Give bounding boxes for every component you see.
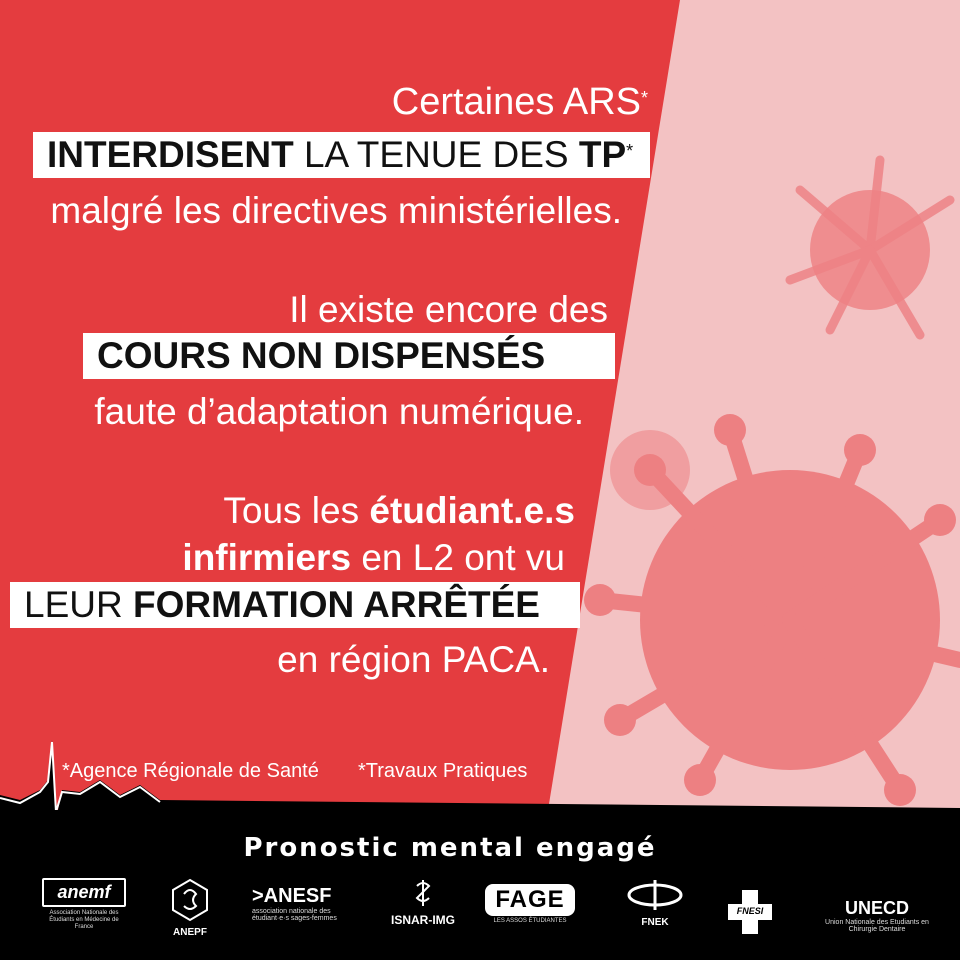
footnote-ars: *Agence Régionale de Santé <box>62 760 319 782</box>
b1-bold-interdisent: INTERDISENT <box>47 134 294 175</box>
logo-fnek-name: FNEK <box>641 917 669 928</box>
b3-line1-text: Tous les <box>223 490 370 531</box>
logo-fnesi <box>726 888 774 941</box>
logo-unecd-name: UNECD <box>844 898 909 918</box>
logo-fage <box>485 884 575 925</box>
logo-fage-name: FAGE <box>495 886 565 913</box>
b2-line3: faute d’adaptation numérique. <box>94 391 584 432</box>
b2-highlight: COURS NON DISPENSÉS <box>83 333 615 379</box>
logo-anesf <box>252 885 362 922</box>
logo-fnek <box>620 878 690 928</box>
footnote-tp: *Travaux Pratiques <box>358 760 528 782</box>
logo-isnar-name: ISNAR-IMG <box>391 913 455 927</box>
b1-line3: malgré les directives ministérielles. <box>50 190 622 231</box>
anepf-icon <box>170 878 210 922</box>
slogan: Pronostic mental engagé <box>243 833 657 863</box>
logo-unecd <box>818 898 936 933</box>
virus-illustration <box>584 160 960 806</box>
logo-fnesi-name: FNESI <box>736 906 764 916</box>
logo-anemf-name: anemf <box>57 882 111 902</box>
logo-anepf-name: ANEPF <box>173 927 207 938</box>
b1-line1 <box>392 80 648 124</box>
logo-fage-sub: LES ASSOS ÉTUDIANTES <box>493 918 567 924</box>
b3-line4: en région PACA. <box>277 639 550 680</box>
b1-line1-text: Certaines ARS <box>391 81 641 123</box>
b3-line1 <box>223 489 575 533</box>
b1-bold-tp: TP <box>578 134 627 175</box>
b1-tp-asterisk: * <box>626 141 634 161</box>
logo-anemf-sub: Association Nationale des Étudiants en Médecine de France <box>49 910 119 930</box>
fnek-icon <box>627 878 683 912</box>
b1-rest: LA TENUE DES <box>293 134 579 175</box>
isnar-icon <box>408 878 438 908</box>
b3-line2-text: en L2 ont vu <box>351 537 565 578</box>
logo-anemf <box>42 878 126 931</box>
b1-asterisk: * <box>640 88 648 108</box>
b3-bold-infirmiers: infirmiers <box>182 537 352 578</box>
logo-unecd-sub: Union Nationale des Etudiants en Chirurgie Dentaire <box>825 919 929 933</box>
b3-bold-formation: FORMATION ARRÊTÉE <box>132 584 540 625</box>
b3-bold-etudiants: étudiant.e.s <box>369 490 575 531</box>
b1-highlight <box>33 132 650 178</box>
b2-line1: Il existe encore des <box>289 289 608 330</box>
b3-line2 <box>182 536 565 580</box>
b3-highlight <box>10 582 580 628</box>
logo-anesf-sub: association nationale des étudiant·e·s sages-femmes <box>252 908 337 922</box>
logo-anepf <box>160 878 220 938</box>
logo-anesf-name: >ANESF <box>252 885 332 907</box>
b3-leur: LEUR <box>24 584 133 625</box>
logo-isnar <box>383 878 463 927</box>
